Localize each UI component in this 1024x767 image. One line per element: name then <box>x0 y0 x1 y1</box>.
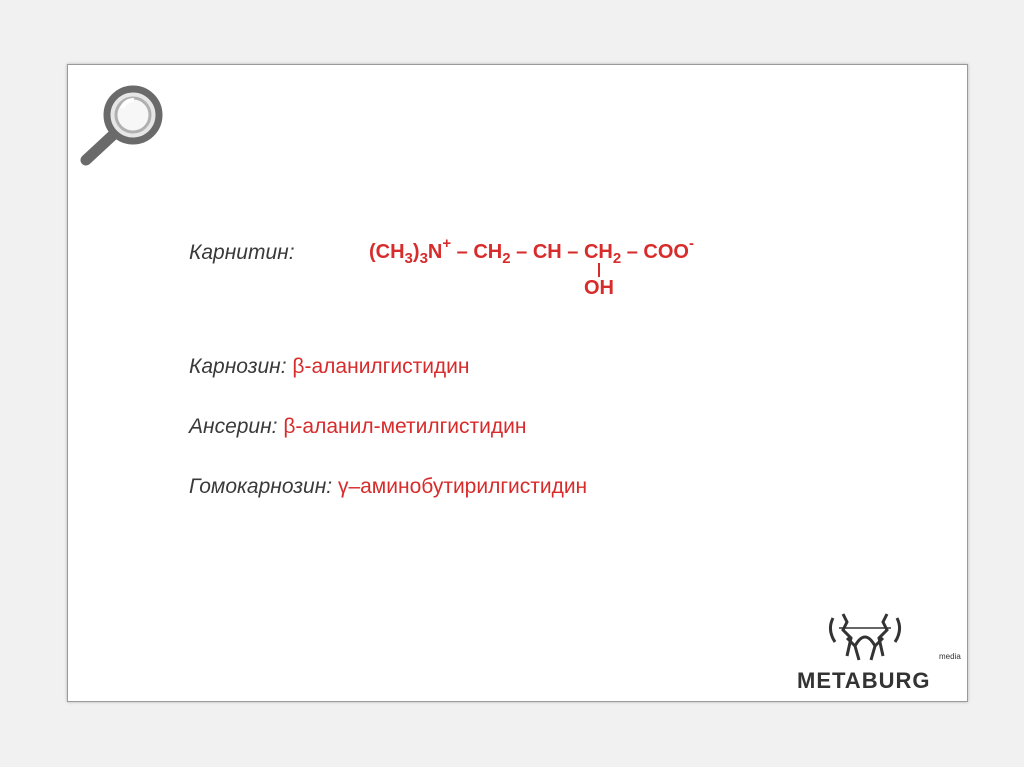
carnosine-row <box>189 355 470 379</box>
carnitine-row <box>189 241 295 265</box>
carnitine-formula <box>369 235 694 299</box>
slide <box>67 64 968 702</box>
formula-part: ) <box>412 241 420 263</box>
logo-subtext: media <box>939 652 961 661</box>
anserine-label: Ансерин: <box>189 415 278 438</box>
anserine-row <box>189 415 526 439</box>
hydroxyl-label: OH <box>584 277 614 299</box>
homocarnosine-label: Гомокарнозин: <box>189 475 333 498</box>
magnifier-icon <box>78 78 178 168</box>
homocarnosine-value: γ–аминобутирилгистидин <box>337 475 588 498</box>
logo-wordmark: METABURG <box>797 668 931 693</box>
metaburg-logo <box>795 608 961 693</box>
hydroxyl-group <box>581 263 617 300</box>
carnosine-label: Карнозин: <box>189 355 287 378</box>
formula-superscript: + <box>442 235 452 252</box>
formula-subscript: 2 <box>502 250 511 267</box>
formula-part: – COO <box>621 241 689 263</box>
formula-subscript: 2 <box>612 250 622 267</box>
formula-part: – CH – CH <box>510 241 613 263</box>
carnosine-value: β-аланилгистидин <box>292 355 470 378</box>
formula-part: (CH <box>369 241 405 263</box>
homocarnosine-row <box>189 475 587 499</box>
formula-part: N <box>427 241 443 263</box>
formula-part: – CH <box>451 241 503 263</box>
formula-superscript: - <box>688 235 694 252</box>
carnitine-label: Карнитин: <box>189 241 295 264</box>
anserine-value: β-аланил-метилгистидин <box>283 415 527 438</box>
bond-line <box>598 263 600 277</box>
metaburg-emblem-icon <box>825 608 905 664</box>
formula-subscript: 3 <box>404 250 413 267</box>
formula-subscript: 3 <box>419 250 428 267</box>
